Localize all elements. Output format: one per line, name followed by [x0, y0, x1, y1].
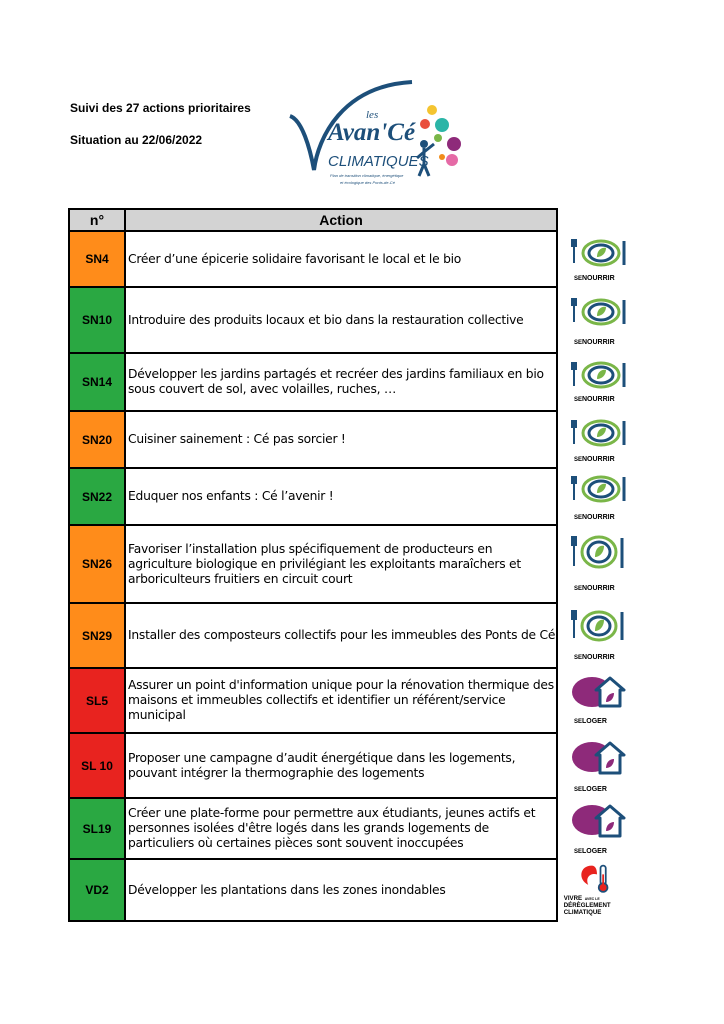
table-row	[69, 859, 557, 921]
nourrir-theme-icon	[566, 233, 636, 285]
table-row	[69, 603, 557, 668]
plate-icon	[572, 298, 624, 324]
action-text: Développer les plantations dans les zones inondables	[125, 859, 557, 921]
action-code: SN14	[69, 353, 125, 411]
table-row	[69, 525, 557, 603]
nourrir-theme-icon	[566, 292, 636, 348]
loger-theme-icon	[566, 672, 636, 728]
svg-text:NOURRIR: NOURRIR	[582, 585, 615, 592]
action-code: SN29	[69, 603, 125, 668]
action-text: Créer une plate-forme pour permettre aux étudiants, jeunes actifs et personnes isolées d'être logés dans les grands logements de particuliers où certaines pièces sont souvent inoccupées	[125, 798, 557, 859]
plate-icon	[572, 362, 624, 387]
svg-text:NOURRIR: NOURRIR	[582, 339, 615, 346]
table-row	[69, 468, 557, 525]
svg-text:SE: SE	[574, 457, 583, 463]
table-row	[69, 798, 557, 859]
action-text: Proposer une campagne d’audit énergétique dans les logements, pouvant intégrer la thermographie des logements	[125, 733, 557, 798]
svg-text:SE: SE	[574, 719, 583, 725]
table-header-row	[69, 209, 557, 231]
column-header-code: n°	[69, 209, 125, 231]
svg-text:NOURRIR: NOURRIR	[582, 514, 615, 521]
svg-text:VIVRE: VIVRE	[563, 894, 583, 902]
action-code: SN20	[69, 411, 125, 468]
table-row	[69, 411, 557, 468]
action-text: Favoriser l’installation plus spécifiquement de producteurs en agriculture biologique en privilégiant les exploitants maraîchers et arboriculteurs fruitiers en circuit court	[125, 525, 557, 603]
action-code: SL5	[69, 668, 125, 733]
svg-text:LOGER: LOGER	[582, 848, 607, 855]
table-row	[69, 231, 557, 287]
action-text: Cuisiner sainement : Cé pas sorcier !	[125, 411, 557, 468]
action-text: Introduire des produits locaux et bio dans la restauration collective	[125, 287, 557, 353]
plate-icon	[572, 536, 622, 568]
svg-text:NOURRIR: NOURRIR	[582, 275, 615, 282]
logo-climatiques: CLIMATIQUES	[328, 153, 429, 170]
plate-icon	[572, 476, 624, 501]
svg-text:SE: SE	[574, 787, 583, 793]
house-icon	[572, 677, 624, 707]
nourrir-theme-icon	[566, 416, 636, 464]
nourrir-theme-icon	[566, 358, 636, 406]
page-title: Suivi des 27 actions prioritaires	[70, 101, 251, 115]
nourrir-theme-icon	[566, 606, 636, 662]
svg-text:LOGER: LOGER	[582, 718, 607, 725]
action-text: Assurer un point d'information unique pour la rénovation thermique des maisons et immeubles collectifs et identifier un référent/service municipal	[125, 668, 557, 733]
action-text: Installer des composteurs collectifs pour les immeubles des Ponts de Cé	[125, 603, 557, 668]
actions-table	[68, 208, 558, 922]
svg-text:DÉRÈGLEMENT: DÉRÈGLEMENT	[563, 901, 611, 909]
action-text: Développer les jardins partagés et recréer des jardins familiaux en bio sous couvert de sol, avec volailles, ruches, …	[125, 353, 557, 411]
logo-tagline-1: Plan de transition climatique, énergétique	[330, 173, 404, 178]
svg-text:SE: SE	[574, 655, 583, 661]
svg-text:SE: SE	[574, 340, 583, 346]
table-row	[69, 733, 557, 798]
thermometer-icon	[581, 866, 607, 892]
svg-text:SE: SE	[574, 849, 583, 855]
plate-icon	[572, 420, 624, 445]
svg-text:NOURRIR: NOURRIR	[582, 654, 615, 661]
svg-text:AVEC LE: AVEC LE	[584, 896, 600, 901]
svg-text:CLIMATIQUE: CLIMATIQUE	[563, 908, 602, 916]
svg-text:SE: SE	[574, 515, 583, 521]
nourrir-theme-icon	[566, 530, 636, 594]
svg-text:SE: SE	[574, 276, 583, 282]
table-row	[69, 287, 557, 353]
loger-theme-icon	[566, 737, 636, 795]
house-icon	[572, 805, 624, 836]
loger-theme-icon	[566, 800, 636, 856]
svg-text:NOURRIR: NOURRIR	[582, 456, 615, 463]
vivre-theme-icon	[562, 858, 632, 924]
svg-text:NOURRIR: NOURRIR	[582, 396, 615, 403]
action-code: SN22	[69, 468, 125, 525]
action-code: SN10	[69, 287, 125, 353]
action-text: Eduquer nos enfants : Cé l’avenir !	[125, 468, 557, 525]
svg-text:SE: SE	[574, 397, 583, 403]
svg-text:LOGER: LOGER	[582, 786, 607, 793]
column-header-action: Action	[125, 209, 557, 231]
situation-date: Situation au 22/06/2022	[70, 133, 203, 147]
table-row	[69, 353, 557, 411]
action-text: Créer d’une épicerie solidaire favorisant le local et le bio	[125, 231, 557, 287]
logo-tagline-2: et écologique des Ponts-de-Cé	[340, 180, 395, 185]
plate-icon	[572, 239, 624, 265]
action-code: SN26	[69, 525, 125, 603]
action-code: SL 10	[69, 733, 125, 798]
table-row	[69, 668, 557, 733]
action-code: SL19	[69, 798, 125, 859]
nourrir-theme-icon	[566, 472, 636, 522]
svg-text:SE: SE	[574, 586, 583, 592]
action-code: VD2	[69, 859, 125, 921]
logo-brand: Avan'Cé	[328, 119, 416, 146]
action-code: SN4	[69, 231, 125, 287]
avance-climatiques-logo	[282, 78, 472, 196]
plate-icon	[572, 610, 622, 640]
logo-les: les	[366, 109, 379, 121]
house-icon	[572, 742, 624, 773]
